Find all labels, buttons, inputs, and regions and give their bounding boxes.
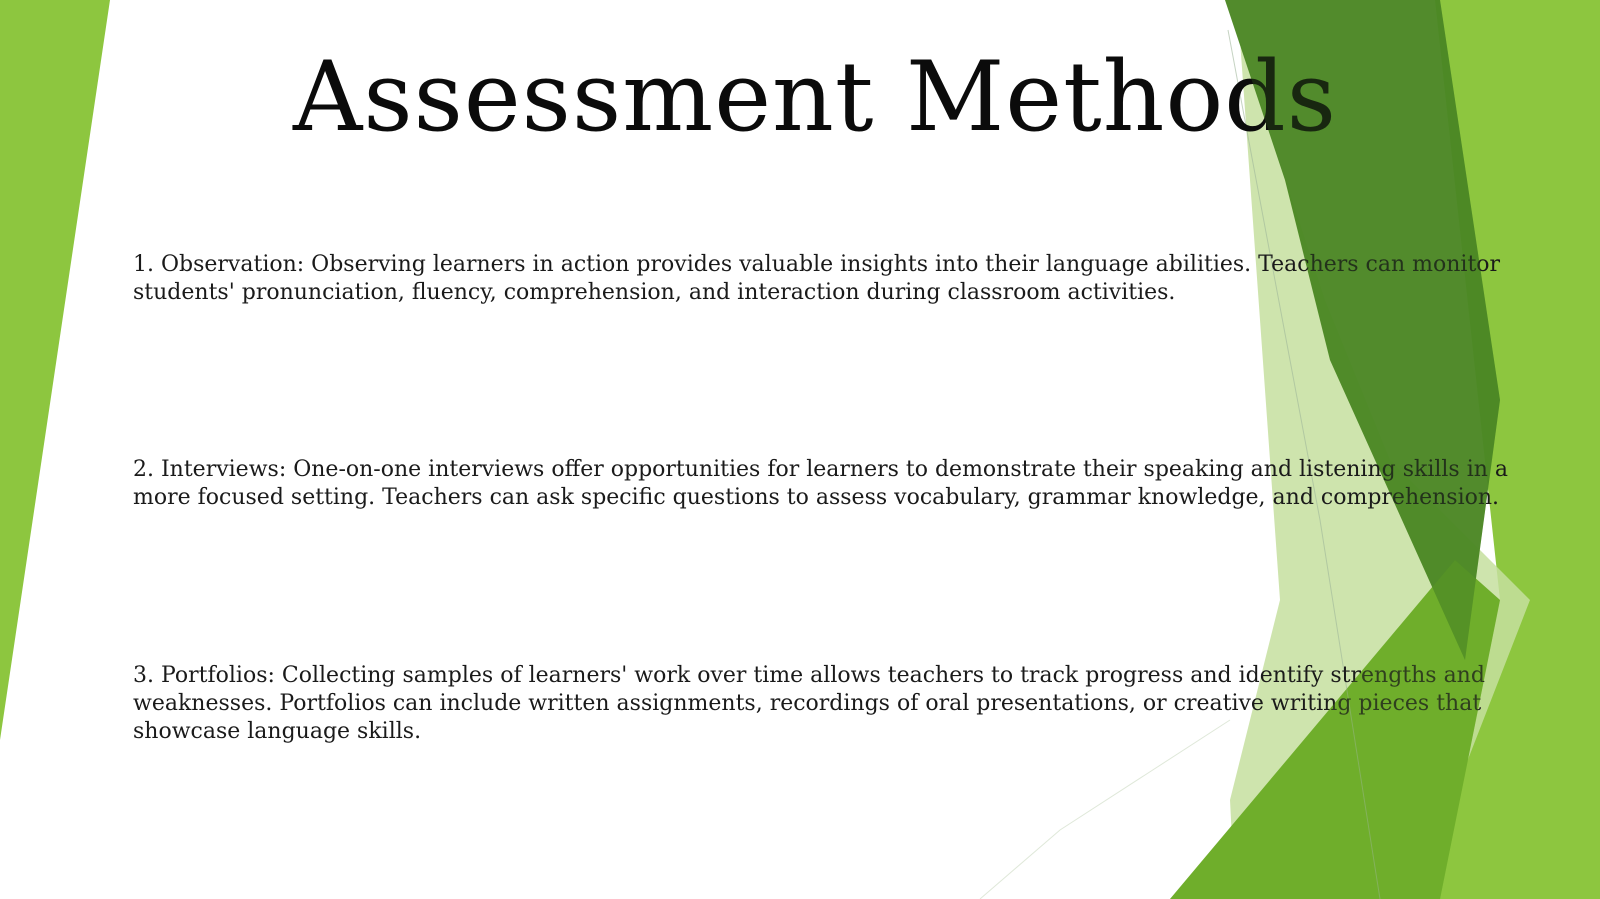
outline-line-2 [980, 720, 1230, 899]
slide-title: Assessment Methods [293, 41, 1337, 153]
paragraph-interviews: 2. Interviews: One-on-one interviews offer opportunities for learners to demonstrate their speaking and listening skills in a more focused setting. Teachers can ask specific questions to assess vocabulary, grammar knowledge, and comprehension. [133, 457, 1509, 510]
paragraph-observation: 1. Observation: Observing learners in action provides valuable insights into their language abilities. Teachers can monitor students' pronunciation, fluency, comprehension, and interaction during classroom activities. [133, 252, 1501, 305]
paragraph-portfolios: 3. Portfolios: Collecting samples of learners' work over time allows teachers to track progress and identify strengths and weaknesses. Portfolios can include written assignments, recordings of oral presentations, or creative writing pieces that showcase language skills. [133, 663, 1485, 744]
